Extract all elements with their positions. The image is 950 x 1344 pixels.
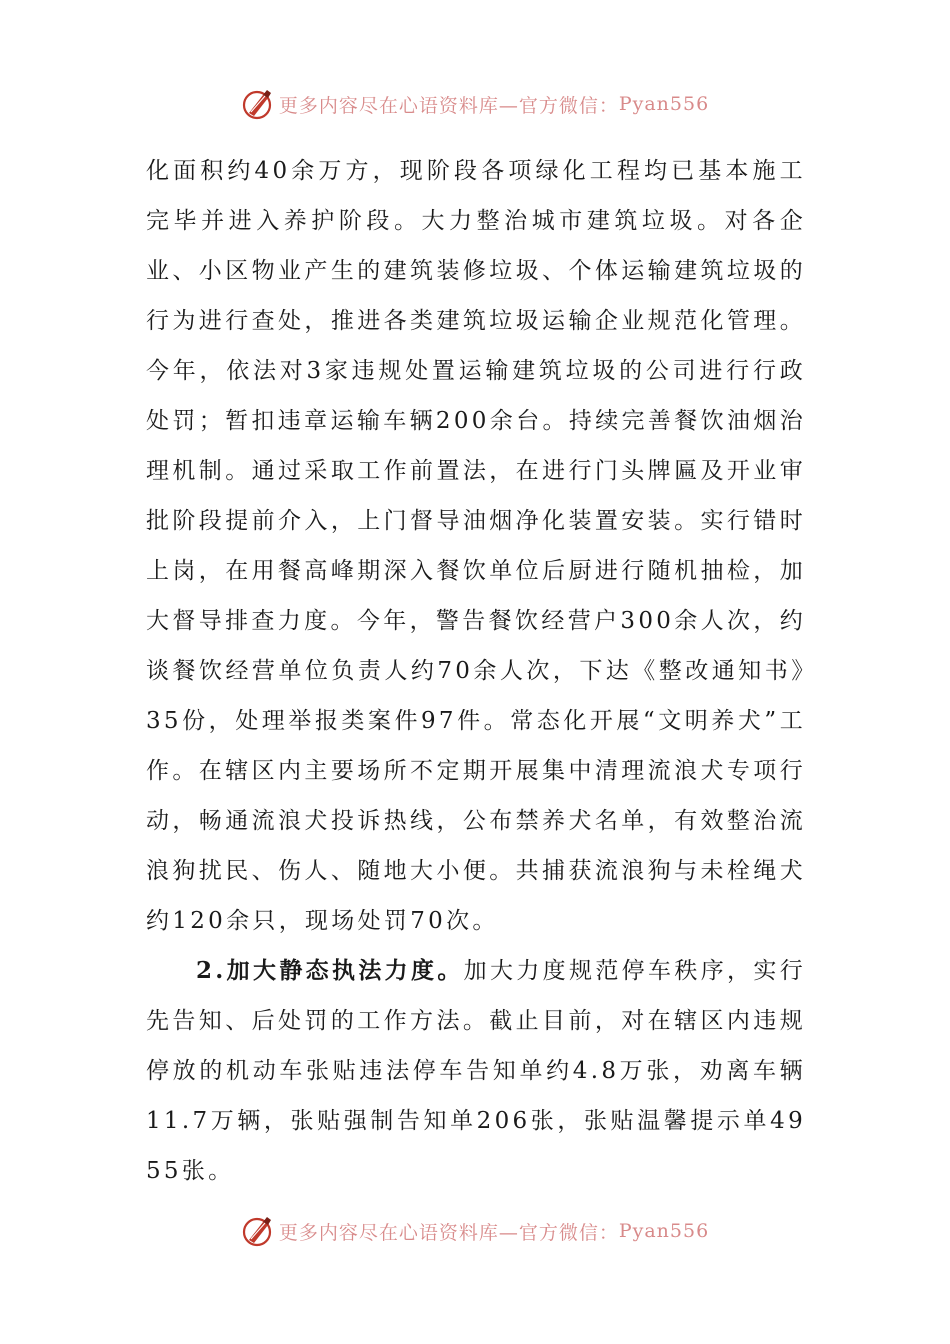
banner-site-text: 更多内容尽在心语资料库—官方微信： (278, 1221, 619, 1244)
paragraph-1: 化面积约40余万方，现阶段各项绿化工程均已基本施工完毕并进入养护阶段。大力整治城市建筑垃圾。对各企业、小区物业产生的建筑装修垃圾、个体运输建筑垃圾的行为进行查处，推进各类建筑垃圾运输企业规范化管理。今年，依法对3家违规处置运输建筑垃圾的公司进行行政处罚；暂扣违章运输车辆200余台。持续完善餐饮油烟治理机制。通过采取工作前置法，在进行门头牌匾及开业审批阶段提前介入，上门督导油烟净化装置安装。实行错时上岗，在用餐高峰期深入餐饮单位后厨进行随机抽检，加大督导排查力度。今年，警告餐饮经营户300余人次，约谈餐饮经营单位负责人约70余人次，下达《整改通知书》35份，处理举报类案件97件。常态化开展“文明养犬”工作。在辖区内主要场所不定期开展集中清理流浪犬专项行动，畅通流浪犬投诉热线，公布禁养犬名单，有效整治流浪狗扰民、伤人、随地大小便。共捕获流浪狗与未栓绳犬约120余只，现场处罚70次。 (146, 158, 806, 934)
paragraph-2-heading: 2.加大静态执法力度。 (196, 957, 464, 984)
paragraph-2-body: 加大力度规范停车秩序，实行先告知、后处罚的工作方法。截止目前，对在辖区内违规停放的机动车张贴违法停车告知单约4.8万张，劝离车辆11.7万辆，张贴强制告知单206张，张贴温馨提示单4955张。 (146, 958, 806, 1184)
paragraph-2 (146, 946, 806, 1196)
banner-site-text: 更多内容尽在心语资料库—官方微信： (278, 94, 619, 117)
pen-nib-logo-icon (241, 1214, 275, 1248)
banner-wechat-id: Pyan556 (618, 1220, 710, 1242)
header-banner (0, 84, 950, 124)
banner-wechat-id: Pyan556 (618, 93, 710, 115)
pen-nib-logo-icon (241, 87, 275, 121)
document-body (146, 146, 806, 1196)
footer-banner (0, 1211, 950, 1251)
